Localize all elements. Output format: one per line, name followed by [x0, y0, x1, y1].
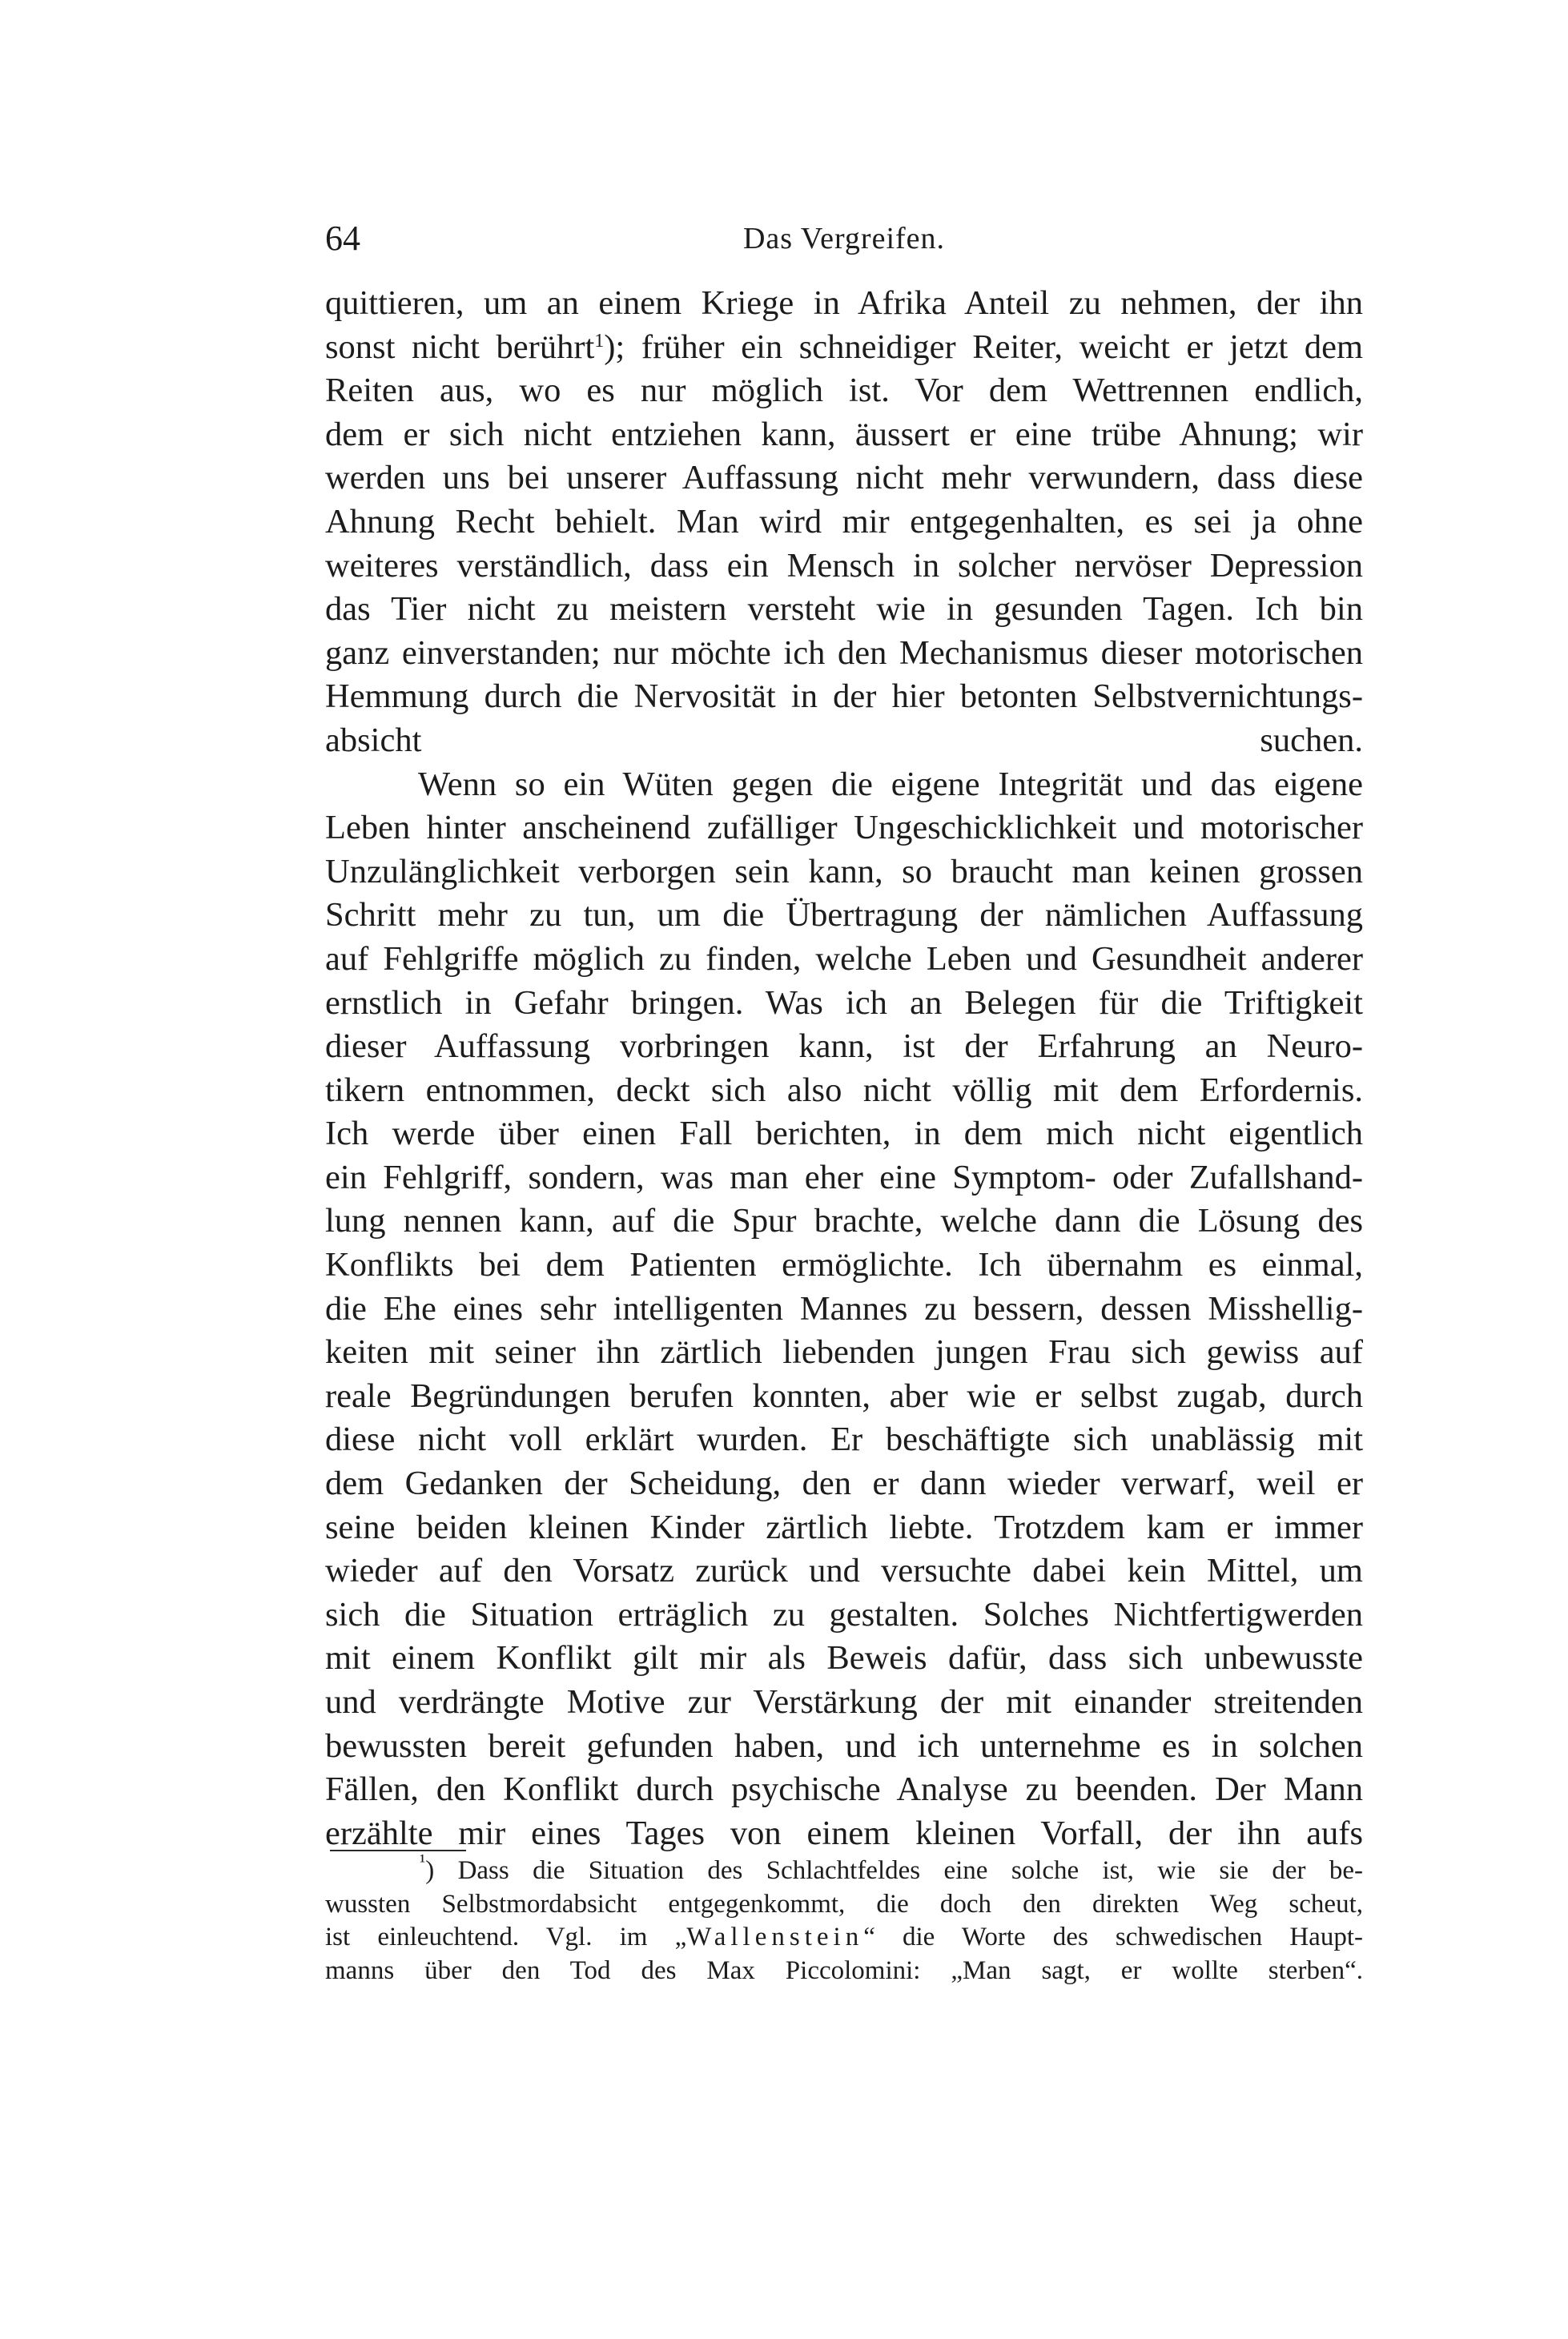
text-line: werden uns bei unserer Auffassung nicht mehr verwundern, dass diese	[325, 459, 1363, 497]
footnote	[325, 1855, 1363, 1987]
text-line: Hemmung durch die Nervosität in der hier betonten Selbstvernichtungs-	[325, 677, 1363, 716]
page-number: 64	[325, 219, 360, 258]
text-line: seine beiden kleinen Kinder zärtlich liebte. Trotzdem kam er immer	[325, 1508, 1363, 1546]
text-line: wieder auf den Vorsatz zurück und versuchte dabei kein Mittel, um	[325, 1552, 1363, 1590]
text-line: mit einem Konflikt gilt mir als Beweis dafür, dass sich unbewusste	[325, 1639, 1363, 1678]
footnote-marker: ¹	[420, 1855, 426, 1872]
text-line: diese nicht voll erklärt wurden. Er beschäftigte sich unablässig mit	[325, 1421, 1363, 1459]
text-line: weiteres verständlich, dass ein Mensch in solcher nervöser Depression	[325, 546, 1363, 585]
text-line: dem Gedanken der Scheidung, den er dann wieder verwarf, weil er	[325, 1465, 1363, 1503]
text-line: sich die Situation erträglich zu gestalten. Solches Nichtfertigwerden	[325, 1595, 1363, 1634]
text-line: das Tier nicht zu meistern versteht wie in gesunden Tagen. Ich bin	[325, 590, 1363, 629]
text-line: Leben hinter anscheinend zufälliger Ungeschicklichkeit und motorischer	[325, 809, 1363, 847]
text-line: quittieren, um an einem Kriege in Afrika Anteil zu nehmen, der ihn	[325, 284, 1363, 322]
text-fragment: ); früher ein schneidiger Reiter, weicht er jetzt dem	[604, 328, 1363, 366]
text-line: Reiten aus, wo es nur möglich ist. Vor dem Wettrennen endlich,	[325, 372, 1363, 410]
text-line: tikern entnommen, deckt sich also nicht völlig mit dem Erfordernis.	[325, 1071, 1363, 1109]
text-line: ganz einverstanden; nur möchte ich den Mechanismus dieser motorischen	[325, 633, 1363, 672]
text-fragment: sonst nicht berührt	[325, 328, 595, 366]
footnote-line	[325, 1921, 1363, 1955]
footnote-line: wussten Selbstmordabsicht entgegenkommt, die doch den direkten Weg scheut,	[325, 1889, 1363, 1919]
running-title: Das Vergreifen.	[742, 222, 946, 255]
footnote-line	[325, 1855, 1363, 1888]
footnote-rule	[330, 1850, 466, 1851]
text-line: Ich werde über einen Fall berichten, in dem mich nicht eigentlich	[325, 1115, 1363, 1153]
text-line: absicht suchen.	[325, 721, 1363, 759]
text-line: ein Fehlgriff, sondern, was man eher eine Symptom- oder Zufallshand-	[325, 1158, 1363, 1196]
paragraph-1	[325, 282, 1363, 763]
footnote-reference: 1	[594, 330, 605, 352]
footnote-line: manns über den Tod des Max Piccolomini: „Man sagt, er wollte sterben“.	[325, 1955, 1363, 1985]
text-line: bewussten bereit gefunden haben, und ich unternehme es in solchen	[325, 1726, 1363, 1765]
text-line: Fällen, den Konflikt durch psychische Analyse zu beenden. Der Mann	[325, 1770, 1363, 1809]
text-line	[325, 326, 1363, 370]
text-line: lung nennen kann, auf die Spur brachte, welche dann die Lösung des	[325, 1202, 1363, 1240]
text-line: dieser Auffassung vorbringen kann, ist der Erfahrung an Neuro-	[325, 1027, 1363, 1066]
running-head	[325, 215, 1363, 263]
text-line: keiten mit seiner ihn zärtlich liebenden jungen Frau sich gewiss auf	[325, 1333, 1363, 1372]
text-line: dem er sich nicht entziehen kann, äussert er eine trübe Ahnung; wir	[325, 415, 1363, 453]
text-line: Unzulänglichkeit verborgen sein kann, so braucht man keinen grossen	[325, 852, 1363, 890]
text-line: die Ehe eines sehr intelligenten Mannes zu bessern, dessen Misshellig-	[325, 1289, 1363, 1328]
text-line: reale Begründungen berufen konnten, aber wie er selbst zugab, durch	[325, 1376, 1363, 1415]
body-text	[325, 282, 1363, 1855]
text-fragment: ) Dass die Situation des Schlachtfeldes eine solche ist, wie sie der be-	[425, 1856, 1363, 1885]
text-line: Schritt mehr zu tun, um die Übertragung der nämlichen Auffassung	[325, 896, 1363, 934]
text-line: Ahnung Recht behielt. Man wird mir entgegenhalten, es sei ja ohne	[325, 502, 1363, 541]
text-line: erzählte mir eines Tages von einem kleinen Vorfall, der ihn aufs	[325, 1814, 1363, 1852]
text-line: und verdrängte Motive zur Verstärkung der mit einander streitenden	[325, 1683, 1363, 1721]
text-line: Konflikts bei dem Patienten ermöglichte. Ich übernahm es einmal,	[325, 1246, 1363, 1284]
text-line: ernstlich in Gefahr bringen. Was ich an Belegen für die Triftigkeit	[325, 983, 1363, 1022]
text-line: Wenn so ein Wüten gegen die eigene Integrität und das eigene	[418, 765, 1363, 803]
paragraph-2	[325, 763, 1363, 1856]
text-line: auf Fehlgriffe möglich zu finden, welche Leben und Gesundheit anderer	[325, 939, 1363, 978]
text-fragment: ist einleuchtend. Vgl. im „	[325, 1923, 687, 1951]
emphasized-title: Wallenstein	[686, 1923, 864, 1951]
text-fragment: “ die Worte des schwedischen Haupt-	[863, 1923, 1363, 1951]
